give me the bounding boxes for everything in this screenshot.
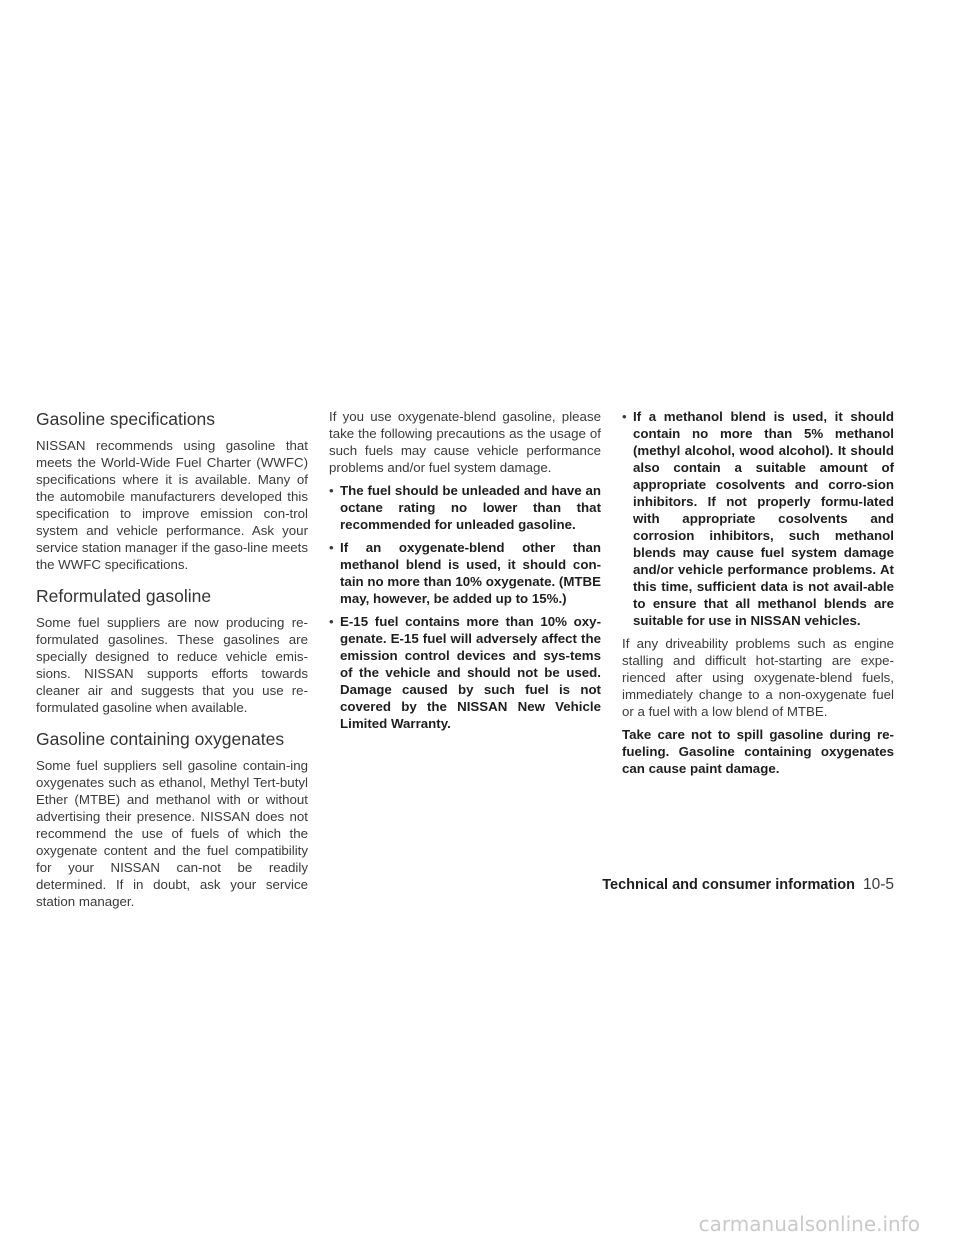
list-item	[329, 482, 601, 533]
list-item-text: The fuel should be unleaded and have an octane rating no lower than that recommended for unleaded gasoline.	[340, 483, 601, 532]
list-item-text: If an oxygenate-blend other than methanol blend is used, it should con-tain no more than 10% oxygenate. (MTBE may, however, be added up to 15%.)	[340, 540, 601, 606]
bullet-icon: •	[329, 483, 334, 498]
footer-section-title: Technical and consumer information	[602, 877, 855, 893]
list-item	[622, 408, 894, 629]
heading-gasoline-specifications: Gasoline specifications	[36, 409, 215, 429]
page-footer	[602, 876, 894, 894]
paragraph-precautions-intro: If you use oxygenate-blend gasoline, please take the following precautions as the usage of such fuels may cause vehicle performance problems and/or fuel system damage.	[329, 409, 601, 475]
precautions-list	[329, 482, 601, 732]
page-number: 10-5	[862, 876, 894, 893]
paragraph-driveability: If any driveability problems such as engine stalling and difficult hot-starting are expe-rienced after using oxygenate-blend fuels, immediately change to a non-oxygenate fuel or a fuel with a low blend of MTBE.	[622, 636, 894, 719]
paragraph-wwfc: NISSAN recommends using gasoline that meets the World-Wide Fuel Charter (WWFC) specifications where it is available. Many of the automobile manufacturers developed this specification to improve emission con-trol system and vehicle performance. Ask your service station manager if the gaso-line meets the WWFC specifications.	[36, 438, 308, 572]
list-item	[329, 613, 601, 732]
methanol-list	[622, 408, 894, 629]
list-item	[329, 539, 601, 607]
column-middle	[329, 408, 601, 738]
heading-reformulated-gasoline: Reformulated gasoline	[36, 586, 212, 606]
bullet-icon: •	[329, 614, 334, 629]
column-right	[622, 408, 894, 783]
watermark-text: carmanualsonline.info	[698, 1212, 920, 1236]
bullet-icon: •	[329, 540, 334, 555]
heading-gasoline-oxygenates: Gasoline containing oxygenates	[36, 729, 285, 749]
bullet-icon: •	[622, 409, 627, 424]
paragraph-reformulated: Some fuel suppliers are now producing re-formulated gasolines. These gasolines are specially designed to reduce vehicle emis-sions. NISSAN supports efforts towards cleaner air and suggests that you use re-formulated gasoline when available.	[36, 615, 308, 715]
paragraph-spill-warning: Take care not to spill gasoline during re-fueling. Gasoline containing oxygenates can cause paint damage.	[622, 727, 894, 776]
column-left	[36, 408, 308, 916]
paragraph-oxygenates: Some fuel suppliers sell gasoline contain-ing oxygenates such as ethanol, Methyl Tert-butyl Ether (MTBE) and methanol with or without advertising their presence. NISSAN does not recommend the use of fuels of which the oxygenate content and the fuel compatibility for your NISSAN can-not be readily determined. If in doubt, ask your service station manager.	[36, 758, 308, 909]
list-item-text: If a methanol blend is used, it should contain no more than 5% methanol (methyl alcohol, wood alcohol). It should also contain a suitable amount of appropriate cosolvents and corro-sion inhibitors. If not properly formu-lated with appropriate cosolvents and corrosion inhibitors, such methanol blends may cause fuel system damage and/or vehicle performance problems. At this time, sufficient data is not avail-able to ensure that all methanol blends are suitable for use in NISSAN vehicles.	[633, 409, 894, 628]
list-item-text: E-15 fuel contains more than 10% oxy-genate. E-15 fuel will adversely affect the emission control devices and sys-tems of the vehicle and should not be used. Damage caused by such fuel is not covered by the NISSAN New Vehicle Limited Warranty.	[340, 614, 601, 731]
